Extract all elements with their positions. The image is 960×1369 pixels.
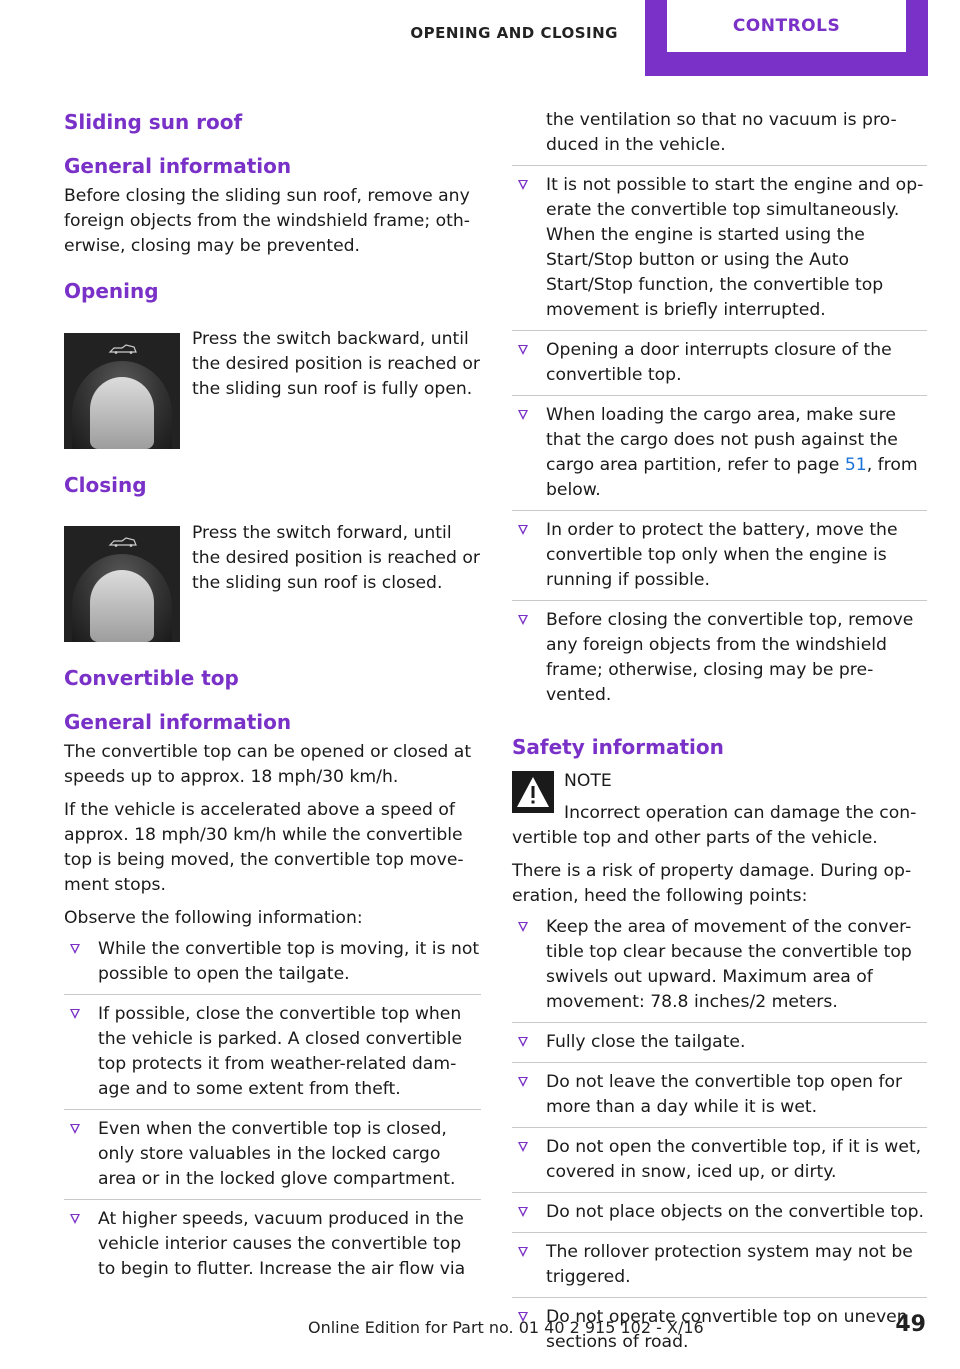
closing-text: Press the switch forward, until the desired position is reached or the sliding sun roof is closed. bbox=[192, 523, 480, 593]
convertible-accel-text: If the vehicle is accelerated above a speed of approx. 18 mph/30 km/h while the convertible top is being moved, the convertible top move-ment stops. bbox=[64, 800, 464, 895]
list-item: Do not open the convertible top, if it is wet, covered in snow, iced up, or dirty. bbox=[512, 1135, 927, 1193]
left-column bbox=[64, 108, 481, 1296]
list-item: If possible, close the convertible top when the vehicle is parked. A closed convertible top protects it from weather-related dam-age and to some extent from theft. bbox=[64, 1002, 481, 1110]
switch-forward-image bbox=[64, 526, 180, 642]
triangle-bullet-icon bbox=[518, 345, 528, 355]
list-item: Keep the area of movement of the conver-tible top clear because the convertible top swivels out upward. Maximum area of movement: 78.8 inches/2 meters. bbox=[512, 915, 927, 1023]
triangle-bullet-icon bbox=[518, 410, 528, 420]
list-item: It is not possible to start the engine and op-erate the convertible top simultaneously. When the engine is started using the Start/Stop button or using the Auto Start/Stop function, the convertible top movement is briefly interrupted. bbox=[512, 173, 927, 331]
edition-text: Online Edition for Part no. 01 40 2 915 102 - X/16 bbox=[308, 1318, 704, 1337]
sunroof-title: Sliding sun roof bbox=[64, 110, 243, 134]
triangle-bullet-icon bbox=[518, 1142, 528, 1152]
car-icon bbox=[108, 344, 138, 354]
list-item: Do not place objects on the convertible top. bbox=[512, 1200, 927, 1233]
triangle-bullet-icon bbox=[518, 1247, 528, 1257]
triangle-bullet-icon bbox=[70, 944, 80, 954]
opening-block bbox=[64, 307, 481, 449]
list-item: In order to protect the battery, move the convertible top only when the engine is running if possible. bbox=[512, 518, 927, 601]
triangle-bullet-icon bbox=[518, 525, 528, 535]
section-title: OPENING AND CLOSING bbox=[410, 24, 618, 42]
convertible-bullet-list bbox=[64, 937, 481, 1289]
list-item: At higher speeds, vacuum produced in the vehicle interior causes the convertible top to begin to flutter. Increase the air flow via bbox=[64, 1207, 481, 1289]
list-item: When loading the cargo area, make sure that the cargo does not push against the cargo area partition, refer to page 51, from below. bbox=[512, 403, 927, 511]
triangle-bullet-icon bbox=[518, 922, 528, 932]
triangle-bullet-icon bbox=[70, 1214, 80, 1224]
page-number: 49 bbox=[895, 1312, 926, 1337]
page-header bbox=[0, 0, 960, 76]
list-item: Opening a door interrupts closure of the convertible top. bbox=[512, 338, 927, 396]
convertible-title: Convertible top bbox=[64, 666, 239, 690]
list-item: Even when the convertible top is closed, only store valuables in the locked cargo area or in the locked glove compartment. bbox=[64, 1117, 481, 1200]
triangle-bullet-icon bbox=[518, 1037, 528, 1047]
list-item: The rollover protection system may not be triggered. bbox=[512, 1240, 927, 1298]
page-51-link[interactable]: 51 bbox=[844, 455, 867, 475]
list-item: Before closing the convertible top, remove any foreign objects from the windshield frame; otherwise, closing may be pre-vented. bbox=[512, 608, 927, 715]
convertible-general-heading: General information bbox=[64, 710, 292, 734]
sunroof-general-heading: General information bbox=[64, 154, 292, 178]
switch-knob bbox=[90, 377, 154, 449]
triangle-bullet-icon bbox=[70, 1009, 80, 1019]
triangle-bullet-icon bbox=[518, 180, 528, 190]
opening-heading: Opening bbox=[64, 279, 159, 303]
risk-text: There is a risk of property damage. During op-eration, heed the following points: bbox=[512, 861, 912, 906]
list-item: Do not leave the convertible top open for more than a day while it is wet. bbox=[512, 1070, 927, 1128]
car-icon bbox=[108, 537, 138, 547]
list-item: Fully close the tailgate. bbox=[512, 1030, 927, 1063]
closing-heading: Closing bbox=[64, 473, 147, 497]
chapter-tab bbox=[645, 0, 928, 76]
note-text: Incorrect operation can damage the con-vertible top and other parts of the vehicle. bbox=[512, 803, 917, 848]
opening-text: Press the switch backward, until the desired position is reached or the sliding sun roof is fully open. bbox=[192, 329, 480, 399]
triangle-bullet-icon bbox=[518, 1077, 528, 1087]
triangle-bullet-icon bbox=[518, 615, 528, 625]
warning-icon bbox=[512, 771, 554, 813]
chapter-tab-label: CONTROLS bbox=[667, 0, 906, 52]
switch-knob bbox=[90, 570, 154, 642]
observe-text: Observe the following information: bbox=[64, 908, 363, 928]
sunroof-general-text: Before closing the sliding sun roof, remove any foreign objects from the windshield frame; oth-erwise, closing may be prevented. bbox=[64, 186, 470, 256]
safety-heading: Safety information bbox=[512, 735, 724, 759]
switch-backward-image bbox=[64, 333, 180, 449]
list-item: Do not operate convertible top on uneven sections of road. bbox=[512, 1305, 927, 1362]
note-label: NOTE bbox=[564, 771, 612, 791]
list-item: While the convertible top is moving, it is not possible to open the tailgate. bbox=[64, 937, 481, 995]
triangle-bullet-icon bbox=[70, 1124, 80, 1134]
continuation-text: the ventilation so that no vacuum is pro-duced in the vehicle. bbox=[512, 108, 927, 166]
closing-block bbox=[64, 501, 481, 642]
right-column bbox=[512, 108, 927, 1369]
safety-bullet-list bbox=[512, 915, 927, 1362]
right-bullet-list bbox=[512, 173, 927, 715]
triangle-bullet-icon bbox=[518, 1207, 528, 1217]
convertible-speed-text: The convertible top can be opened or closed at speeds up to approx. 18 mph/30 km/h. bbox=[64, 742, 472, 787]
